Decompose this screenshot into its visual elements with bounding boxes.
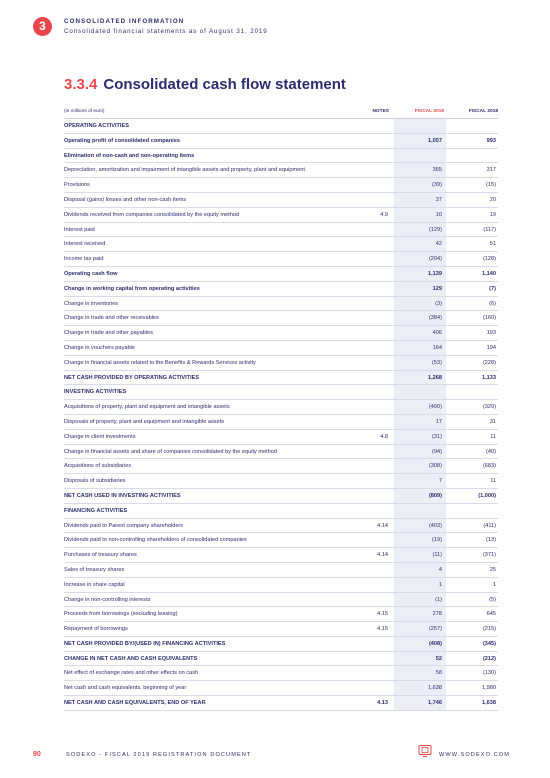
fiscal-2019-shading bbox=[394, 119, 446, 133]
row-label: CHANGE IN NET CASH AND CASH EQUIVALENTS bbox=[64, 655, 198, 662]
row-label: Change in non-controlling interests bbox=[64, 596, 151, 603]
table-row bbox=[64, 297, 498, 312]
row-value-2019: 4 bbox=[438, 566, 442, 573]
row-notes: 4.8 bbox=[380, 433, 388, 440]
row-label: FINANCING ACTIVITIES bbox=[64, 507, 128, 514]
row-value-2019: (204) bbox=[428, 256, 442, 263]
row-label: Change in trade and other receivables bbox=[64, 315, 159, 322]
table-row bbox=[64, 371, 498, 386]
table-row bbox=[64, 356, 498, 371]
row-label: Dividends paid to Parent company shareholders bbox=[64, 522, 184, 529]
table-row bbox=[64, 252, 498, 267]
row-value-2018: 51 bbox=[489, 241, 496, 248]
fiscal-2019-shading bbox=[394, 149, 446, 163]
row-label: Repayment of borrowings bbox=[64, 626, 128, 633]
row-value-2018: 645 bbox=[486, 611, 496, 618]
row-label: Change in financial assets and share of companies consolidated by the equity method bbox=[64, 448, 278, 455]
table-row bbox=[64, 504, 498, 519]
row-label: Interest received bbox=[64, 241, 106, 248]
row-label: Acquisitions of subsidiaries bbox=[64, 463, 132, 470]
row-value-2019: 7 bbox=[438, 478, 442, 485]
row-value-2019: 1,746 bbox=[428, 700, 442, 707]
row-label: NET CASH PROVIDED BY OPERATING ACTIVITIES bbox=[64, 374, 200, 381]
row-label: Change in vouchers payable bbox=[64, 344, 135, 351]
table-row bbox=[64, 652, 498, 667]
row-notes: 4.14 bbox=[377, 522, 388, 529]
title-text: Consolidated cash flow statement bbox=[103, 76, 346, 93]
notes-column-header: NOTES bbox=[372, 109, 389, 114]
page-title bbox=[64, 76, 346, 93]
table-row bbox=[64, 149, 498, 164]
row-value-2019: 52 bbox=[435, 655, 442, 662]
row-value-2019: 278 bbox=[432, 611, 442, 618]
row-label: Increase in share capital bbox=[64, 581, 125, 588]
row-label: Operating profit of consolidated companies bbox=[64, 137, 180, 144]
page-number: 90 bbox=[33, 751, 41, 758]
table-row bbox=[64, 548, 498, 563]
row-label: Interest paid bbox=[64, 226, 95, 233]
row-label: NET CASH USED IN INVESTING ACTIVITIES bbox=[64, 492, 181, 499]
table-row bbox=[64, 445, 498, 460]
row-value-2018: 31 bbox=[489, 418, 496, 425]
row-value-2018: (160) bbox=[482, 315, 496, 322]
row-value-2018: (411) bbox=[483, 522, 496, 529]
footer-document-title: SODEXO - FISCAL 2019 REGISTRATION DOCUMENT bbox=[66, 752, 252, 758]
row-value-2018: 1,638 bbox=[482, 700, 496, 707]
row-label: Disposals of subsidiaries bbox=[64, 478, 126, 485]
table-row bbox=[64, 385, 498, 400]
table-row bbox=[64, 267, 498, 282]
table-row bbox=[64, 459, 498, 474]
row-value-2018: 11 bbox=[490, 433, 496, 440]
row-label: OPERATING ACTIVITIES bbox=[64, 123, 129, 129]
row-value-2018: 317 bbox=[486, 167, 496, 174]
row-value-2019: (129) bbox=[428, 226, 442, 233]
table-row bbox=[64, 681, 498, 696]
row-value-2018: (1,000) bbox=[478, 492, 496, 499]
row-value-2019: (1) bbox=[435, 596, 442, 603]
row-value-2018: (228) bbox=[482, 359, 496, 366]
row-label: Change in financial assets related to the Benefits & Rewards Services activity bbox=[64, 359, 256, 366]
table-row bbox=[64, 163, 498, 178]
row-label: Proceeds from borrowings (excluding leasing) bbox=[64, 611, 178, 618]
document-icon[interactable] bbox=[418, 744, 432, 758]
row-value-2018: (40) bbox=[486, 448, 496, 455]
row-value-2019: 37 bbox=[435, 196, 442, 203]
row-value-2019: (53) bbox=[432, 359, 442, 366]
row-value-2019: 129 bbox=[432, 285, 442, 292]
table-row bbox=[64, 607, 498, 622]
row-value-2018: (7) bbox=[489, 285, 496, 292]
row-label: Change in client investments bbox=[64, 433, 136, 440]
row-label: NET CASH AND CASH EQUIVALENTS, END OF YEAR bbox=[64, 700, 206, 707]
row-value-2018: 1,140 bbox=[482, 270, 496, 277]
row-value-2018: (212) bbox=[482, 655, 496, 662]
chapter-number-badge: 3 bbox=[33, 17, 52, 36]
fiscal-2019-shading bbox=[394, 504, 446, 518]
footer-website-link[interactable]: WWW.SODEXO.COM bbox=[439, 752, 511, 758]
row-notes: 4.15 bbox=[377, 611, 388, 618]
row-value-2019: 406 bbox=[432, 330, 442, 337]
row-value-2018: (13) bbox=[486, 537, 496, 544]
section-title: CONSOLIDATED INFORMATION bbox=[64, 18, 185, 25]
row-value-2019: (94) bbox=[432, 448, 442, 455]
row-value-2019: 1,638 bbox=[428, 685, 442, 692]
row-value-2019: 10 bbox=[435, 211, 442, 218]
row-value-2019: 1 bbox=[438, 581, 442, 588]
row-notes: 4.15 bbox=[377, 626, 388, 633]
row-value-2018: (6) bbox=[489, 300, 496, 307]
table-row bbox=[64, 533, 498, 548]
row-label: Operating cash flow bbox=[64, 270, 118, 277]
row-label: Net cash and cash equivalents, beginning of year bbox=[64, 685, 187, 692]
row-notes: 4.14 bbox=[377, 552, 388, 559]
row-label: Dividends received from companies consolidated by the equity method bbox=[64, 211, 240, 218]
row-label: Disposals of property, plant and equipment and intangible assets bbox=[64, 418, 225, 425]
row-value-2019: 42 bbox=[435, 241, 442, 248]
row-value-2018: (15) bbox=[486, 182, 496, 189]
row-value-2018: (5) bbox=[489, 596, 496, 603]
row-value-2018: (215) bbox=[482, 626, 496, 633]
row-value-2018: 11 bbox=[490, 478, 496, 485]
row-value-2019: 1,057 bbox=[428, 137, 442, 144]
row-value-2019: 1,268 bbox=[428, 374, 442, 381]
row-value-2019: 365 bbox=[432, 167, 442, 174]
row-value-2019: 1,139 bbox=[428, 270, 442, 277]
table-row bbox=[64, 637, 498, 652]
table-row bbox=[64, 415, 498, 430]
row-value-2018: 993 bbox=[486, 137, 496, 144]
table-row bbox=[64, 400, 498, 415]
row-label: Sales of treasury shares bbox=[64, 566, 125, 573]
row-label: Dividends paid to non-controlling shareholders of consolidated companies bbox=[64, 537, 247, 544]
row-value-2019: (257) bbox=[428, 626, 442, 633]
table-row bbox=[64, 489, 498, 504]
row-label: NET CASH PROVIDED BY/(USED IN) FINANCING ACTIVITIES bbox=[64, 640, 226, 647]
row-value-2018: 193 bbox=[486, 330, 496, 337]
row-label: Change in working capital from operating activities bbox=[64, 285, 200, 292]
row-value-2019: (3) bbox=[435, 300, 442, 307]
fiscal-2019-shading bbox=[394, 385, 446, 399]
row-value-2018: 25 bbox=[489, 566, 496, 573]
row-value-2019: (809) bbox=[428, 492, 442, 499]
row-value-2018: (683) bbox=[482, 463, 496, 470]
table-row bbox=[64, 119, 498, 134]
row-value-2019: (39) bbox=[432, 182, 442, 189]
row-value-2018: (128) bbox=[482, 256, 496, 263]
table-row bbox=[64, 208, 498, 223]
table-row bbox=[64, 696, 498, 711]
table-row bbox=[64, 223, 498, 238]
row-value-2018: 1,980 bbox=[482, 685, 496, 692]
row-value-2018: 1 bbox=[492, 581, 496, 588]
title-number: 3.3.4 bbox=[64, 76, 98, 93]
units-label: (in millions of euro) bbox=[64, 109, 105, 114]
row-value-2019: (384) bbox=[428, 315, 442, 322]
row-value-2019: (408) bbox=[428, 640, 442, 647]
row-value-2018: (371) bbox=[482, 552, 496, 559]
table-row bbox=[64, 193, 498, 208]
row-value-2019: 17 bbox=[435, 418, 442, 425]
table-row bbox=[64, 519, 498, 534]
table-row bbox=[64, 593, 498, 608]
row-value-2019: 164 bbox=[432, 344, 442, 351]
table-row bbox=[64, 430, 498, 445]
table-row bbox=[64, 341, 498, 356]
table-row bbox=[64, 563, 498, 578]
fiscal-2019-column-header: FISCAL 2019 bbox=[414, 109, 444, 114]
row-value-2018: (130) bbox=[482, 670, 496, 677]
row-label: Elimination of non-cash and non-operating items bbox=[64, 152, 195, 159]
row-value-2018: (329) bbox=[482, 404, 496, 411]
row-label: Depreciation, amortization and impairment of intangible assets and property, plant and equipment bbox=[64, 167, 305, 174]
row-label: Change in inventories bbox=[64, 300, 119, 307]
row-label: Provisions bbox=[64, 182, 90, 189]
row-label: INVESTING ACTIVITIES bbox=[64, 389, 127, 396]
row-label: Disposal (gains) losses and other non-cash items bbox=[64, 196, 187, 203]
row-value-2019: (308) bbox=[428, 463, 442, 470]
row-value-2019: (403) bbox=[428, 522, 442, 529]
table-row bbox=[64, 282, 498, 297]
table-row bbox=[64, 237, 498, 252]
row-notes: 4.9 bbox=[380, 211, 388, 218]
table-row bbox=[64, 666, 498, 681]
row-value-2018: (345) bbox=[482, 640, 496, 647]
row-value-2018: 1,133 bbox=[482, 374, 496, 381]
table-row bbox=[64, 311, 498, 326]
row-value-2018: 19 bbox=[489, 211, 496, 218]
row-value-2018: 20 bbox=[489, 196, 496, 203]
section-subtitle: Consolidated financial statements as of August 31, 2019 bbox=[64, 28, 268, 35]
row-label: Income tax paid bbox=[64, 256, 104, 263]
table-row bbox=[64, 578, 498, 593]
table-row bbox=[64, 178, 498, 193]
table-row bbox=[64, 474, 498, 489]
row-notes: 4.13 bbox=[377, 700, 388, 707]
row-value-2019: 58 bbox=[435, 670, 442, 677]
row-value-2019: (19) bbox=[432, 537, 442, 544]
row-label: Net effect of exchange rates and other effects on cash bbox=[64, 670, 199, 677]
row-value-2018: (117) bbox=[483, 226, 496, 233]
row-value-2019: (31) bbox=[432, 433, 442, 440]
fiscal-2018-column-header: FISCAL 2018 bbox=[468, 109, 498, 114]
table-row bbox=[64, 326, 498, 341]
row-value-2019: (400) bbox=[428, 404, 442, 411]
row-label: Acquisitions of property, plant and equipment and intangible assets bbox=[64, 404, 230, 411]
row-label: Purchases of treasury shares bbox=[64, 552, 137, 559]
row-value-2018: 194 bbox=[486, 344, 496, 351]
cash-flow-table bbox=[64, 118, 498, 711]
table-row bbox=[64, 622, 498, 637]
row-value-2019: (11) bbox=[432, 552, 442, 559]
table-row bbox=[64, 134, 498, 149]
row-label: Change in trade and other payables bbox=[64, 330, 153, 337]
